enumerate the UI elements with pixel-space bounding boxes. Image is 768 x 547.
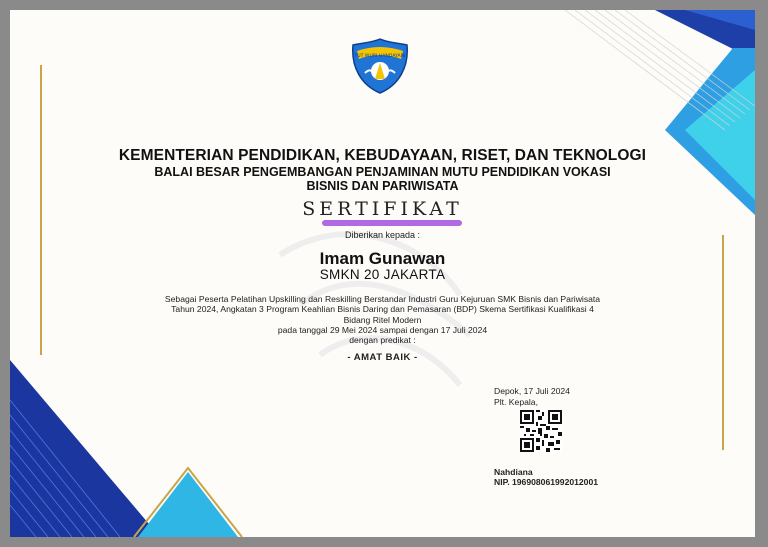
institution-line-1: BALAI BESAR PENGEMBANGAN PENJAMINAN MUTU PENDIDIKAN VOKASI [154, 165, 611, 179]
signature-position: Plt. Kepala, [494, 397, 538, 407]
tut-wuri-handayani-logo [349, 37, 411, 95]
institution-heading [10, 165, 755, 193]
qr-code [520, 410, 562, 452]
cyan-bottom-triangle [138, 472, 238, 537]
signature-place-date: Depok, 17 Juli 2024 [494, 386, 570, 396]
institution-line-2: BISNIS DAN PARIWISATA [306, 179, 459, 193]
description-line-3: Bidang Ritel Modern [343, 314, 422, 325]
certificate-title: SERTIFIKAT [302, 198, 463, 220]
certificate-page [10, 10, 755, 537]
signer-name: Nahdiana [494, 467, 533, 477]
given-to-label: Diberikan kepada : [344, 230, 421, 240]
recipient-name: Imam Gunawan [319, 249, 446, 268]
date-range: pada tanggal 29 Mei 2024 sampai dengan 17 Juli 2024 [277, 324, 488, 335]
certificate-description [10, 294, 755, 345]
recipient-school: SMKN 20 JAKARTA [319, 267, 446, 282]
description-line-1: Sebagai Peserta Pelatihan Upskilling dan Reskilling Berstandar Industri Guru Kejuruan SMK Bisnis dan Pariwisata [164, 294, 601, 304]
logo-banner-text: TUT WURI HANDAYANI [354, 54, 406, 59]
ministry-heading: KEMENTERIAN PENDIDIKAN, KEBUDAYAAN, RISET, DAN TEKNOLOGI [118, 147, 647, 164]
bottom-left-decoration [10, 360, 250, 537]
predicate-label: dengan predikat : [349, 335, 416, 346]
predicate-value: - AMAT BAIK - [347, 352, 418, 363]
description-line-2: Tahun 2024, Angkatan 3 Program Keahlian Bisnis Daring dan Pemasaran (BDP) Skema Sertifikasi Kualifikasi 4 [171, 304, 594, 315]
title-highlight [322, 220, 462, 226]
navy-bottom-triangle [10, 360, 160, 537]
signer-nip: NIP. 196908061992012001 [494, 477, 599, 487]
